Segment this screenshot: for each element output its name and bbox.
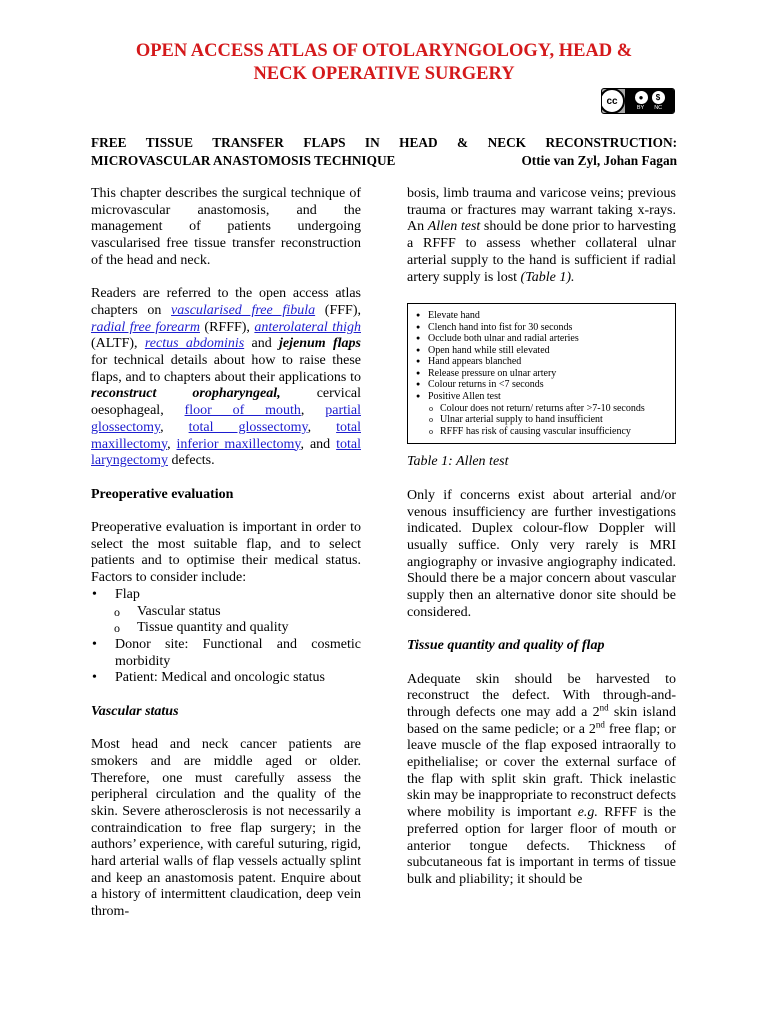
preoperative-evaluation-text: Preoperative evaluation is important in order to select the most suitable flap, and to select patients and to optimise their medical status. Factors to consider include: — [91, 520, 361, 586]
text-segment: bosis, limb trauma and varicose veins; previous trauma or fractures may warrant taking x-rays. An — [407, 186, 676, 235]
allen-test-table — [407, 303, 676, 445]
link-total-glossectomy[interactable]: total glossectomy — [188, 419, 308, 435]
link-rectus-abdominis[interactable]: rectus abdominis — [144, 336, 245, 352]
left-column — [91, 186, 361, 938]
text-segment: Adequate skin should be harvested to reconstruct the defect. With through-and-through defects one may add a 2 — [407, 671, 676, 720]
allen-step: ● Clench hand into fist for 30 seconds — [414, 322, 667, 334]
chapter-title-line1: FREE TISSUE TRANSFER FLAPS IN HEAD & NECK RECONSTRUCTION: — [91, 135, 677, 150]
allen-step: ● Open hand while still elevated — [414, 345, 667, 357]
superscript: nd — [595, 718, 605, 729]
allen-sub-step: o Colour does not return/ returns after >7-10 seconds — [414, 403, 667, 415]
link-anterolateral-thigh[interactable]: anterolateral thigh — [254, 319, 361, 335]
text-segment: , — [160, 419, 189, 435]
link-partial-glossectomy[interactable]: partial glossectomy — [91, 403, 361, 435]
text-segment: , — [300, 403, 326, 419]
text-segment: (RFFF), — [199, 319, 255, 335]
cc-icon: cc — [601, 88, 625, 114]
table-caption: Table 1: Allen test — [407, 454, 509, 470]
text-segment: should be done prior to harvesting a RFFF to assess whether collateral ulnar arterial supply to the hand is sufficient if radial artery supply is lost — [407, 219, 676, 285]
allen-sub-step: o RFFF has risk of causing vascular insufficiency — [414, 426, 667, 438]
superscript: nd — [599, 702, 609, 713]
text-segment: and — [244, 336, 280, 352]
text-segment: for technical details about how to raise these flaps, and to chapters about their applications to — [91, 353, 361, 385]
vascular-status-heading: Vascular status — [91, 703, 179, 719]
sub-list-item: o Tissue quantity and quality — [91, 620, 361, 637]
vascular-status-paragraph: Most head and neck cancer patients are smokers and are middle aged or older. Therefore, one must carefully assess the peripheral circulation and the quality of the skin. Severe atherosclerosis is not necessarily a contraindication to free flap surgery; in the authors’ experience, with careful suturing, rigid, hard arterial walls of flap vessels actually splint and keep an anastomosis patent. Enquire about a history of intermittent claudication, deep vein throm- — [91, 737, 361, 920]
tissue-quantity-paragraph — [407, 672, 676, 889]
atlas-title — [0, 40, 768, 86]
chapter-title-line2: MICROVASCULAR ANASTOMOSIS TECHNIQUE — [91, 153, 396, 168]
text-segment: , — [307, 419, 337, 435]
allen-step: ● Colour returns in <7 seconds — [414, 379, 667, 391]
concerns-paragraph: Only if concerns exist about arterial and/or venous insufficiency are further investigations indicated. Duplex colour-flow Doppler will usually suffice. Only very rarely is MRI angiography or invasive angiography indicated. Should there be a major concern about vascular supply then an alternative donor site should be considered. — [407, 487, 676, 620]
link-inferior-maxillectomy[interactable]: inferior maxillectomy — [176, 436, 301, 452]
text-segment: , — [167, 436, 177, 452]
license-by-label: BY — [636, 105, 645, 111]
allen-test-paragraph — [407, 186, 676, 286]
chapter-title — [91, 134, 677, 170]
allen-step: ● Hand appears blanched — [414, 356, 667, 368]
chapter-authors: Ottie van Zyl, Johan Fagan — [521, 153, 677, 168]
table-reference: (Table 1). — [520, 269, 575, 285]
link-vascularised-free-fibula[interactable]: vascularised free fibula — [171, 302, 316, 318]
text-segment: , and — [300, 436, 337, 452]
link-floor-of-mouth[interactable]: floor of mouth — [184, 403, 301, 419]
attribution-icon: ● — [635, 91, 648, 104]
atlas-title-line2: NECK OPERATIVE SURGERY — [253, 64, 515, 84]
allen-sub-step: o Ulnar arterial supply to hand insufficient — [414, 414, 667, 426]
text-segment: free flap; or leave muscle of the flap exposed intraorally to epithelialise; or cover the external surface of the flap with split skin graft. Thick inelastic skin may be inappropriate to reconstruct defects where mobility is important — [407, 721, 677, 821]
license-nc-label: NC — [654, 105, 663, 111]
text-segment: (FFF), — [315, 302, 361, 318]
right-column — [407, 186, 676, 905]
text-segment: skin island based on the same pedicle; or a 2 — [407, 704, 676, 737]
factors-list — [91, 587, 361, 687]
link-radial-free-forearm[interactable]: radial free forearm — [91, 319, 200, 335]
allen-step: ● Release pressure on ulnar artery — [414, 368, 667, 380]
text-segment: (ALTF), — [91, 336, 145, 352]
creative-commons-license-badge[interactable] — [601, 88, 675, 114]
tissue-quantity-heading: Tissue quantity and quality of flap — [407, 638, 605, 654]
text-segment: RFFF is the preferred option for larger floor of mouth or anterior tongue defects. Thickness of subcutaneous fat is important in terms of tissue bulk and pliability; it should be — [407, 805, 677, 887]
allen-step: ● Positive Allen test — [414, 391, 667, 403]
allen-step: ● Elevate hand — [414, 310, 667, 322]
reconstruct-oropharyngeal-text: reconstruct oropharyngeal, — [91, 386, 281, 402]
atlas-title-line1: OPEN ACCESS ATLAS OF OTOLARYNGOLOGY, HEAD & — [135, 41, 633, 61]
allen-test-term: Allen test — [427, 219, 481, 235]
list-item: • Patient: Medical and oncologic status — [91, 670, 361, 687]
jejenum-flaps-text: jejenum flaps — [279, 336, 361, 352]
link-total-maxillectomy[interactable]: total maxillectomy — [91, 419, 361, 452]
text-segment: defects. — [167, 453, 215, 469]
references-paragraph — [91, 286, 361, 470]
sub-list-item: o Vascular status — [91, 604, 361, 621]
intro-paragraph: This chapter describes the surgical technique of microvascular anastomosis, and the management of patients undergoing vascularised free tissue transfer reconstruction of the head and neck. — [91, 186, 361, 268]
list-item: • Donor site: Functional and cosmetic morbidity — [91, 637, 361, 670]
text-segment: Readers are referred to the open access atlas chapters on — [91, 286, 361, 318]
allen-step: ● Occlude both ulnar and radial arteries — [414, 333, 667, 345]
link-total-laryngectomy[interactable]: total laryngectomy — [91, 436, 361, 469]
list-item: • Flap o Vascular status o Tissue quantity and quality — [91, 587, 361, 637]
preoperative-evaluation-heading: Preoperative evaluation — [91, 486, 234, 502]
text-segment: cervical oesophageal, — [91, 386, 362, 419]
eg-text: e.g. — [577, 805, 598, 821]
noncommercial-icon: $ — [652, 91, 665, 104]
